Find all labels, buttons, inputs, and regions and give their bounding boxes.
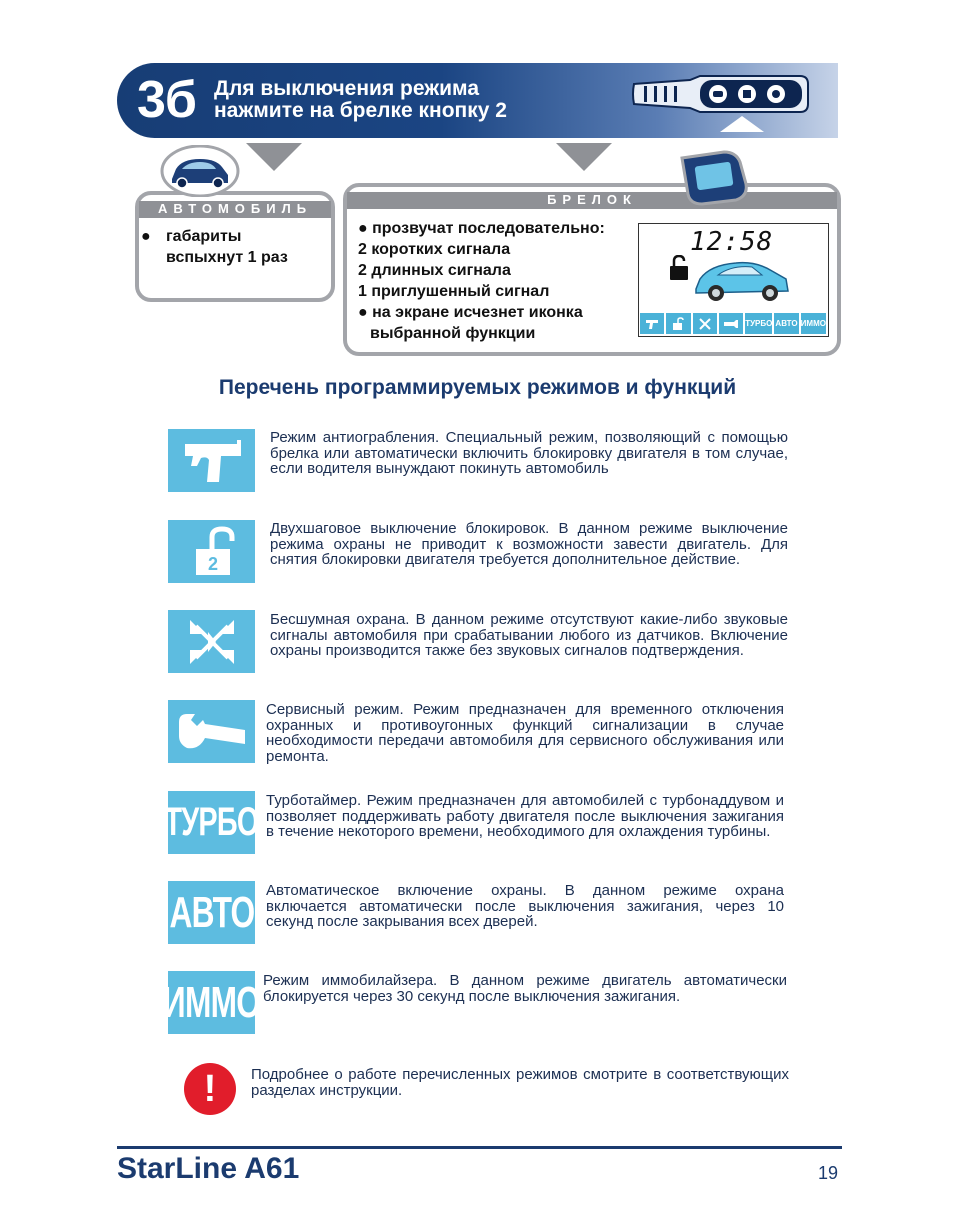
step-number: 3б: [137, 71, 197, 129]
fob-line-2: 2 коротких сигнала: [358, 241, 511, 258]
car-panel-title: АВТОМОБИЛЬ: [139, 201, 331, 218]
warning-mark: !: [203, 1068, 217, 1110]
lcd-pistol-icon: [640, 313, 664, 334]
section-title: Перечень программируемых режимов и функций: [218, 376, 737, 399]
lock-2-icon: [168, 520, 255, 583]
pistol-icon: [168, 429, 255, 492]
header-line-2: нажмите на брелке кнопку 2: [214, 99, 507, 122]
lcd-mute-icon: [693, 313, 717, 334]
auto-word: АВТО: [169, 887, 254, 937]
wrench-icon: [168, 700, 255, 763]
button-pointer: [720, 116, 764, 132]
header-instruction: [214, 78, 507, 122]
fob-text: [358, 218, 605, 344]
warning-icon: [184, 1063, 236, 1115]
lcd-lock-icon: [668, 255, 690, 281]
lcd-immo-icon: ИММО: [801, 313, 826, 334]
feature-text-auto: Автоматическое включение охраны. В данном режиме охрана включается автоматически после выключения зажигания, через 10 секунд после закрывания всех дверей.: [266, 882, 784, 930]
mute-icon: [168, 610, 255, 673]
auto-icon: [168, 881, 255, 944]
header-line-1: Для выключения режима: [214, 77, 479, 100]
lcd-car-icon: [692, 253, 792, 305]
lcd-auto-icon: АВТО: [774, 313, 798, 334]
lcd-wrench-icon: [719, 313, 743, 334]
car-icon: [160, 145, 240, 197]
svg-text:2: 2: [207, 553, 218, 574]
feature-text-service: Сервисный режим. Режим предназначен для временного отключения охранных и противоугонных функций сигнализации в случае необходимости передачи автомобиля для сервисного обслуживания или ремонта.: [266, 701, 784, 765]
car-line-1: габариты: [166, 228, 242, 245]
car-arrow: [246, 143, 302, 171]
footer-brand: StarLine A61: [117, 1152, 300, 1185]
car-line-2: вспыхнут 1 раз: [166, 249, 288, 266]
feature-text-immo: Режим иммобилайзера. В данном режиме двигатель автоматически блокируется через 30 секунд после выключения зажигания.: [263, 972, 787, 1005]
footer-divider: [117, 1146, 842, 1149]
immo-icon: [162, 971, 261, 1034]
fob-line-6: выбранной функции: [370, 325, 536, 342]
feature-text-silent: Бесшумная охрана. В данном режиме отсутствуют какие-либо звуковые сигналы автомобиля при срабатывании любого из датчиков. Включение охраны производится также без звуковых сигналов подтверждения.: [270, 611, 788, 659]
lcd-icon-strip: [640, 313, 826, 334]
feature-text-turbo: Турботаймер. Режим предназначен для автомобилей с турбонаддувом и позволяет поддерживать работу двигателя после выключения зажигания в течение некоторого времени, необходимого для охлаждения турбины.: [266, 792, 784, 840]
fob-line-1: ● прозвучат последовательно:: [358, 220, 605, 237]
page-number: 19: [818, 1163, 839, 1183]
car-bullet: ●: [141, 228, 151, 245]
immo-word: ИММО: [162, 977, 261, 1027]
fob-arrow: [556, 143, 612, 171]
lcd-time: 12:58: [690, 227, 774, 257]
fob-line-3: 2 длинных сигнала: [358, 262, 511, 279]
feature-text-antirobbery: Режим антиограбления. Специальный режим, позволяющий с помощью брелка или автоматически включить блокировку двигателя в том случае, если водителя вынуждают покинуть автомобиль: [270, 429, 788, 477]
key-fob-icon: [630, 74, 810, 114]
fob-panel-title: БРЕЛОК: [347, 192, 837, 209]
fob-line-4: 1 приглушенный сигнал: [358, 283, 550, 300]
lcd-turbo-icon: ТУРБО: [745, 313, 772, 334]
lcd-fob-icon: [676, 150, 750, 206]
turbo-icon: [164, 791, 259, 854]
feature-text-two-step: Двухшаговое выключение блокировок. В данном режиме выключение режима охраны не приводит к возможности завести двигатель. Для снятия блокировки двигателя требуется дополнительное действие.: [270, 520, 788, 568]
turbo-word: ТУРБО: [164, 800, 259, 844]
lcd-lock2-icon: [666, 313, 690, 334]
note-text: Подробнее о работе перечисленных режимов смотрите в соответствующих разделах инструкции.: [251, 1066, 789, 1099]
fob-line-5: ● на экране исчезнет иконка: [358, 304, 583, 321]
